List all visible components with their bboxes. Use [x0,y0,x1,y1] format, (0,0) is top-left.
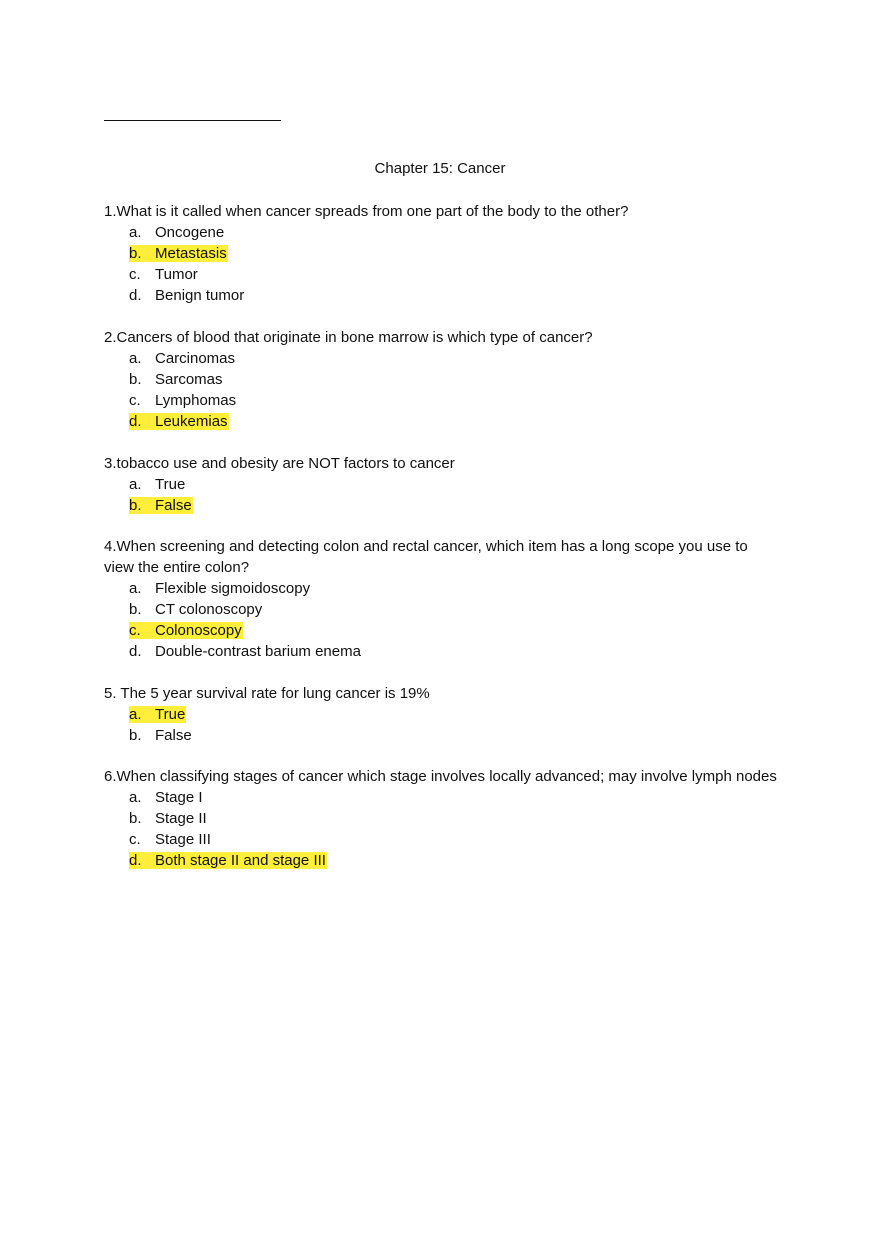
option-highlight [129,371,224,388]
option-a[interactable] [104,348,780,369]
option-b[interactable] [104,808,780,829]
option-highlight [129,831,212,848]
option-text: Lymphomas [155,392,237,409]
option-c[interactable] [104,264,780,285]
option-letter: b. [129,810,142,827]
option-letter: b. [129,245,142,262]
option-d[interactable] [104,285,780,306]
option-b[interactable] [104,243,780,264]
option-text: True [155,706,186,723]
option-letter: b. [129,497,142,514]
option-highlight [129,643,362,660]
option-b[interactable] [104,369,780,390]
option-d[interactable] [104,850,780,871]
question-text: 3.tobacco use and obesity are NOT factors to cancer [104,455,455,472]
option-letter: d. [129,852,142,869]
option-c[interactable] [104,829,780,850]
option-letter: a. [129,224,142,241]
option-text: Carcinomas [155,350,236,367]
option-a[interactable] [104,474,780,495]
option-text: Oncogene [155,224,225,241]
option-d[interactable] [104,641,780,662]
option-text: True [155,476,186,493]
option-c[interactable] [104,620,780,641]
option-highlight [129,476,186,493]
option-letter: d. [129,413,142,430]
option-highlight [129,497,193,514]
option-highlight [129,601,263,618]
question-3 [104,453,780,516]
option-letter: b. [129,601,142,618]
option-text: Double-contrast barium enema [155,643,361,660]
option-letter: a. [129,580,142,597]
question-5 [104,683,780,746]
option-highlight [129,789,204,806]
option-highlight [129,392,237,409]
question-text: 2.Cancers of blood that originate in bone marrow is which type of cancer? [104,329,593,346]
option-highlight [129,580,311,597]
question-text: 1.What is it called when cancer spreads from one part of the body to the other? [104,203,629,220]
option-b[interactable] [104,495,780,516]
option-letter: b. [129,371,142,388]
option-letter: d. [129,287,142,304]
option-text: Metastasis [155,245,227,262]
option-highlight [129,245,228,262]
option-highlight [129,350,236,367]
name-blank-line [104,120,281,121]
option-highlight [129,266,199,283]
option-highlight [129,413,229,430]
option-text: Sarcomas [155,371,223,388]
option-text: Stage II [155,810,207,827]
option-letter: a. [129,476,142,493]
option-highlight [129,727,193,744]
option-text: Benign tumor [155,287,245,304]
question-4 [104,536,780,662]
option-letter: b. [129,727,142,744]
option-list [104,704,780,746]
option-a[interactable] [104,704,780,725]
option-text: Stage I [155,789,203,806]
option-highlight [129,706,186,723]
question-1 [104,201,780,306]
option-text: False [155,497,192,514]
question-text: 5. The 5 year survival rate for lung cancer is 19% [104,685,430,702]
option-letter: a. [129,350,142,367]
option-a[interactable] [104,578,780,599]
option-a[interactable] [104,222,780,243]
option-text: CT colonoscopy [155,601,263,618]
question-2 [104,327,780,432]
option-b[interactable] [104,599,780,620]
option-letter: a. [129,789,142,806]
option-a[interactable] [104,787,780,808]
option-letter: c. [129,392,141,409]
option-list [104,787,780,871]
option-text: False [155,727,192,744]
option-highlight [129,287,245,304]
option-highlight [129,224,225,241]
option-highlight [129,810,208,827]
option-list [104,474,780,516]
question-text: 6.When classifying stages of cancer which stage involves locally advanced; may involve lymph nodes [104,768,777,785]
option-letter: c. [129,622,141,639]
page-title: Chapter 15: Cancer [374,160,506,177]
question-text: 4.When screening and detecting colon and rectal cancer, which item has a long scope you use to view the entire colon? [104,538,748,576]
option-letter: d. [129,643,142,660]
option-text: Stage III [155,831,211,848]
question-6 [104,766,780,871]
option-text: Flexible sigmoidoscopy [155,580,311,597]
option-text: Tumor [155,266,198,283]
option-highlight [129,852,327,869]
option-highlight [129,622,243,639]
option-letter: c. [129,831,141,848]
option-c[interactable] [104,390,780,411]
option-letter: c. [129,266,141,283]
option-b[interactable] [104,725,780,746]
option-text: Leukemias [155,413,228,430]
option-text: Colonoscopy [155,622,242,639]
option-list [104,348,780,432]
option-text: Both stage II and stage III [155,852,326,869]
option-list [104,578,780,662]
option-d[interactable] [104,411,780,432]
option-list [104,222,780,306]
option-letter: a. [129,706,142,723]
